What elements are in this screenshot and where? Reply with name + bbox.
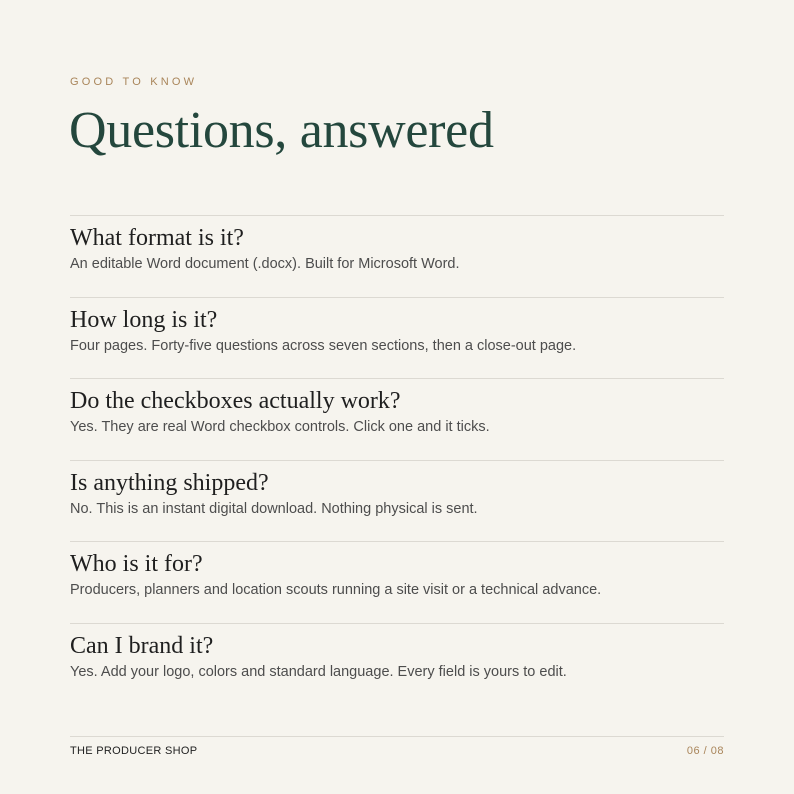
faq-answer: Four pages. Forty-five questions across seven sections, then a close-out page. xyxy=(70,337,577,354)
faq-question: Can I brand it? xyxy=(70,632,214,659)
faq-answer: Yes. Add your logo, colors and standard language. Every field is yours to edit. xyxy=(70,663,567,680)
faq-answer: Producers, planners and location scouts running a site visit or a technical advance. xyxy=(70,582,602,598)
faq-question: Is anything shipped? xyxy=(70,469,269,496)
page-title: Questions, answered xyxy=(69,102,494,159)
faq-item xyxy=(70,378,724,460)
faq-answer: An editable Word document (.docx). Built for Microsoft Word. xyxy=(70,256,460,272)
eyebrow-label: GOOD TO KNOW xyxy=(70,76,198,88)
page-number: 06 / 08 xyxy=(686,745,724,757)
faq-item xyxy=(70,541,724,623)
faq-question: Do the checkboxes actually work? xyxy=(70,388,401,414)
faq-question: What format is it? xyxy=(70,225,244,251)
faq-item xyxy=(70,215,724,297)
footer-brand: THE PRODUCER SHOP xyxy=(70,745,198,757)
faq-question: Who is it for? xyxy=(70,551,203,577)
faq-item xyxy=(70,297,724,379)
faq-item xyxy=(70,460,724,542)
faq-item xyxy=(70,623,724,705)
faq-list xyxy=(70,215,724,704)
faq-answer: Yes. They are real Word checkbox controls. Click one and it ticks. xyxy=(70,419,490,435)
faq-question: How long is it? xyxy=(70,306,218,333)
faq-answer: No. This is an instant digital download. Nothing physical is sent. xyxy=(70,500,478,517)
footer xyxy=(70,736,724,757)
